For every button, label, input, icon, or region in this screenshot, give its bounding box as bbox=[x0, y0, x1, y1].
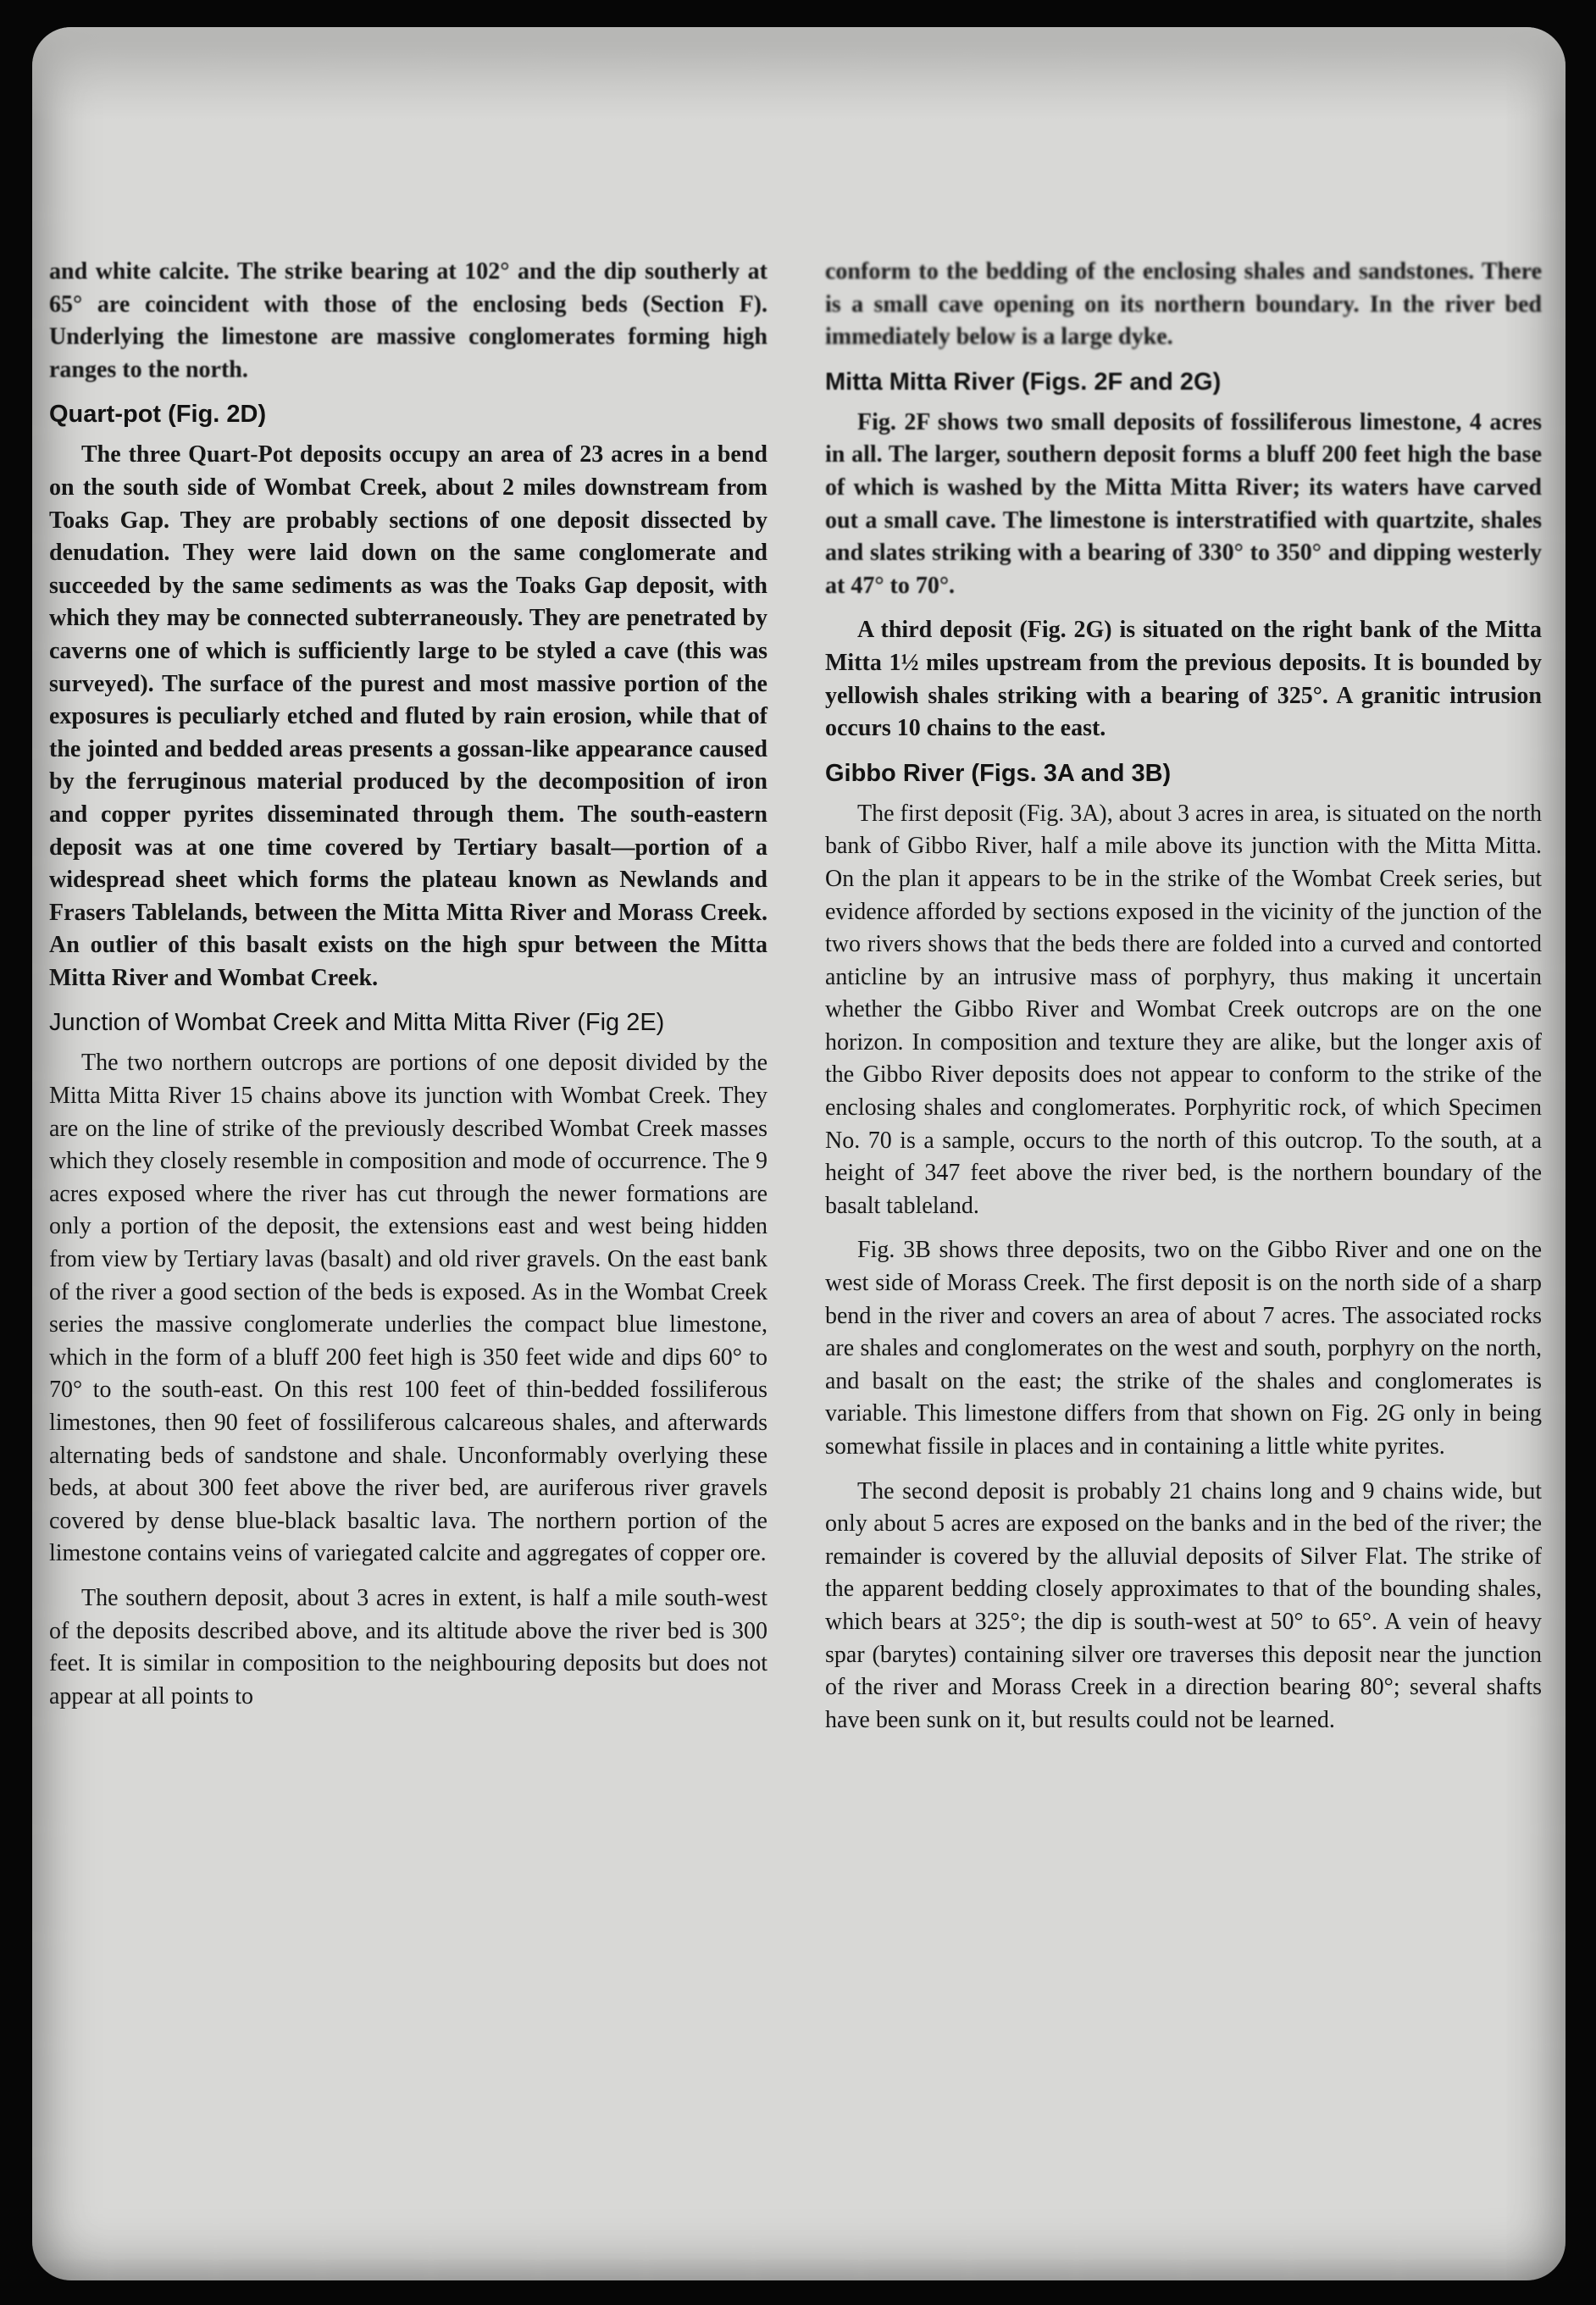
heading-mitta-mitta: Mitta Mitta River (Figs. 2F and 2G) bbox=[825, 368, 1222, 396]
left-paragraph-3: The two northern outcrops are portions of one deposit divided by the Mitta Mitta River 15 chains above its junction with Wombat Creek. They are on the line of strike of the previously described Wombat Creek masses which they closely resemble in composition and mode of occurrence. The 9 acres exposed where the river has cut through the newer formations are only a portion of the deposit, the extensions east and west being hidden from view by Tertiary lavas (basalt) and old river gravels. On the east bank of the river a good section of the beds is exposed. As in the Wombat Creek series the massive conglomerate underlies the compact blue limestone, which in the form of a bluff 200 feet high is 350 feet wide and dips 60° to 70° to the south-east. On this rest 100 feet of thin-bedded fossiliferous limestones, then 90 feet of fossiliferous calcareous shales, and afterwards alternating beds of sandstone and shale. Unconformably overlying these beds, at about 300 feet above the river bed, are auriferous river gravels covered by dense blue-black basaltic lava. The northern portion of the limestone contains veins of variegated calcite and aggregates of copper ore. bbox=[49, 1050, 768, 1567]
right-paragraph-5: Fig. 3B shows three deposits, two on the Gibbo River and one on the west side of Morass Creek. The first deposit is on the north side of a sharp bend in the river and covers an area of about 7 acres. The associated rocks are shales and conglomerates on the west and south, porphyry on the north, and basalt on the east; the strike of the shales and conglomerates is variable. This limestone differs from that shown on Fig. 2G only in being somewhat fissile in places and in containing a little white pyrites. bbox=[825, 1237, 1542, 1460]
document-page bbox=[32, 27, 1566, 2280]
right-paragraph-6: The second deposit is probably 21 chains long and 9 chains wide, but only about 5 acres are exposed on the banks and in the bed of the river; the remainder is covered by the alluvial deposits of Silver Flat. The strike of the apparent bedding closely approximates to that of the bounding shales, which bears at 325°; the dip is south-west at 50° to 65°. A vein of heavy spar (barytes) containing silver ore traverses this deposit near the junction of the river and Morass Creek in a direction bearing 80°; several shafts have been sunk on it, but results could not be learned. bbox=[825, 1477, 1542, 1733]
heading-junction: Junction of Wombat Creek and Mitta Mitta River (Fig 2E) bbox=[49, 1009, 665, 1037]
left-column bbox=[49, 256, 768, 1725]
right-paragraph-1: conform to the bedding of the enclosing shales and sandstones. There is a small cave opening on its northern boundary. In the river bed immediately below is a large dyke. bbox=[825, 258, 1542, 351]
left-paragraph-1: and white calcite. The strike bearing at 102° and the dip southerly at 65° are coincident with those of the enclosing beds (Section F). Underlying the limestone are massive conglomerates forming high ranges to the north. bbox=[49, 258, 768, 383]
left-paragraph-2: The three Quart-Pot deposits occupy an area of 23 acres in a bend on the south side of Wombat Creek, about 2 miles downstream from Toaks Gap. They are probably sections of one deposit dissected by denudation. They were laid down on the same conglomerate and succeeded by the same sediments as was the Toaks Gap deposit, with which they may be connected subterraneously. They are penetrated by caverns one of which is sufficiently large to be styled a cave (this was surveyed). The surface of the purest and most massive portion of the exposures is peculiarly etched and fluted by rain erosion, while that of the jointed and bedded areas presents a gossan-like appearance caused by the ferruginous material produced by the decomposition of iron and copper pyrites disseminated through them. The south-eastern deposit was at one time covered by Tertiary basalt—portion of a widespread sheet which forms the plateau known as Newlands and Frasers Tablelands, between the Mitta Mitta River and Morass Creek. An outlier of this basalt exists on the high spur between the Mitta Mitta River and Wombat Creek. bbox=[49, 441, 768, 991]
left-paragraph-4: The southern deposit, about 3 acres in extent, is half a mile south-west of the deposits described above, and its altitude above the river bed is 300 feet. It is similar in composition to the neighbouring deposits but does not appear at all points to bbox=[49, 1584, 768, 1709]
heading-quart-pot: Quart-pot (Fig. 2D) bbox=[49, 401, 267, 429]
right-paragraph-3: A third deposit (Fig. 2G) is situated on the right bank of the Mitta Mitta 1½ miles upstream from the previous deposits. It is bounded by yellowish shales striking with a bearing of 325°. A granitic intrusion occurs 10 chains to the east. bbox=[825, 617, 1542, 742]
right-paragraph-2: Fig. 2F shows two small deposits of fossiliferous limestone, 4 acres in all. The larger, southern deposit forms a bluff 200 feet high the base of which is washed by the Mitta Mitta River; its waters have carved out a small cave. The limestone is interstratified with quartzite, shales and slates striking with a bearing of 330° to 350° and dipping westerly at 47° to 70°. bbox=[825, 408, 1542, 599]
right-paragraph-4: The first deposit (Fig. 3A), about 3 acres in area, is situated on the north bank of Gibbo River, half a mile above its junction with the Mitta Mitta. On the plan it appears to be in the strike of the Wombat Creek series, but evidence afforded by sections exposed in the vicinity of the junction of the two rivers shows that the beds there are folded into a curved and contorted anticline by an intrusive mass of porphyry, thus making it uncertain whether the Gibbo River and Wombat Creek outcrops are on the one horizon. In composition and texture they are alike, but the longer axis of the Gibbo River deposits does not appear to conform to the strike of the enclosing shales and conglomerates. Porphyritic rock, of which Specimen No. 70 is a sample, occurs to the north of this outcrop. To the south, at a height of 347 feet above the river bed, is the northern boundary of the basalt tableland. bbox=[825, 800, 1542, 1219]
heading-gibbo-river: Gibbo River (Figs. 3A and 3B) bbox=[825, 759, 1172, 787]
right-column bbox=[825, 256, 1542, 1748]
